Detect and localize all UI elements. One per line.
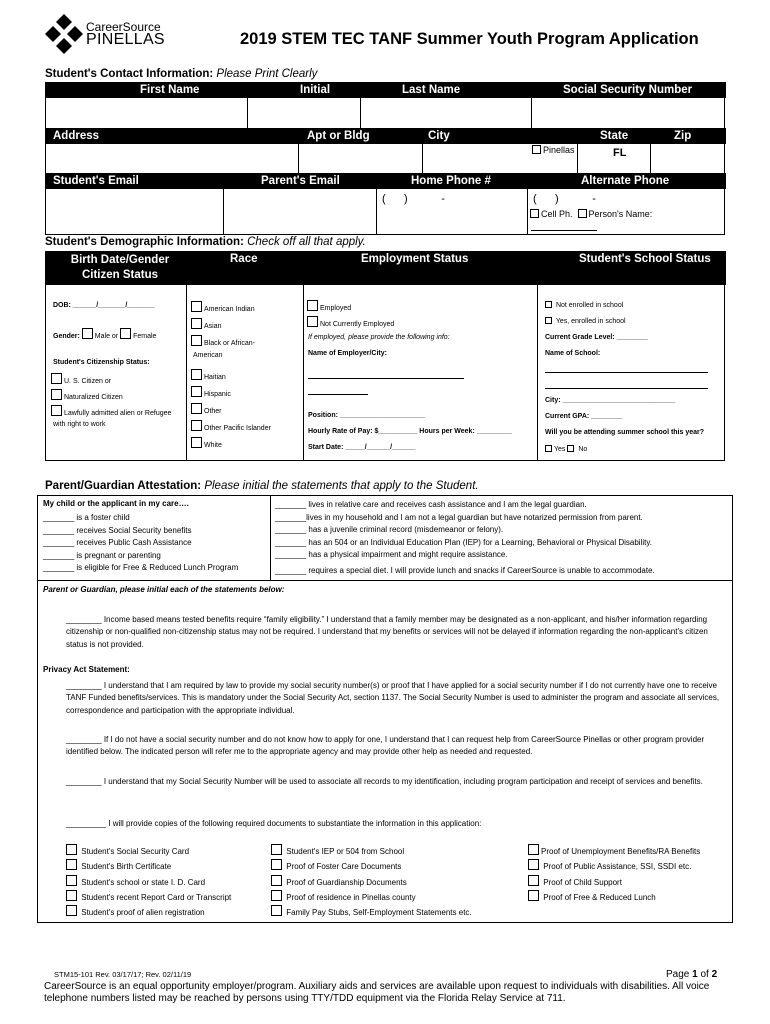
- race-hispanic-checkbox[interactable]: [191, 386, 202, 397]
- alt-phone-label: Alternate Phone: [581, 175, 670, 187]
- summer-no-label: No: [578, 446, 588, 453]
- left-list: [43, 512, 238, 575]
- doc-ss-card-label: Student's Social Security Card: [81, 847, 190, 856]
- contact-heading-label: Student's Contact Information:: [45, 68, 214, 80]
- doc-guardianship[interactable]: [271, 875, 472, 890]
- race-asian-checkbox[interactable]: [191, 318, 202, 329]
- page-num: 1: [692, 969, 698, 980]
- demographic-table: [45, 251, 725, 461]
- address-field[interactable]: [46, 144, 298, 173]
- race-pacific[interactable]: [191, 420, 301, 437]
- citizenship-alien-cont: with right to work: [53, 421, 106, 428]
- demographic-heading: [45, 236, 366, 248]
- state-label: State: [600, 130, 629, 142]
- doc-residence-label: Proof of residence in Pinellas county: [286, 892, 416, 902]
- doc-guardianship-label: Proof of Guardianship Documents: [286, 877, 407, 887]
- last-name-field[interactable]: [361, 98, 531, 128]
- docs-col2: [271, 844, 472, 920]
- race-haitian-checkbox[interactable]: [191, 369, 202, 380]
- doc-paystubs-checkbox[interactable]: [271, 905, 282, 916]
- attestation-heading: [45, 480, 479, 492]
- race-asian[interactable]: [191, 318, 301, 335]
- page-title: 2019 STEM TEC TANF Summer Youth Program Application: [240, 30, 699, 48]
- race-white-label: White: [204, 442, 222, 449]
- attestation-box: [37, 495, 733, 923]
- demographic-heading-note: Check off all that apply.: [247, 236, 366, 248]
- enrolled-option[interactable]: [545, 317, 626, 325]
- page-prefix: Page: [666, 969, 693, 980]
- doc-public-assist-checkbox[interactable]: [528, 859, 539, 870]
- left-item-ssb[interactable]: _______ receives Social Security benefits: [43, 525, 192, 535]
- race-pacific-label: Other Pacific Islander: [204, 425, 271, 432]
- doc-paystubs-label: Family Pay Stubs, Self-Employment Statements etc.: [286, 908, 472, 918]
- docs-paragraph[interactable]: _________ I will provide copies of the following required documents to substantiate the information in this application:: [66, 819, 482, 828]
- race-white[interactable]: [191, 437, 301, 454]
- initial-label: Initial: [300, 84, 331, 96]
- doc-foster-label: Proof of Foster Care Documents: [286, 862, 402, 872]
- doc-alien-reg-checkbox[interactable]: [66, 905, 77, 916]
- pinellas-checkbox[interactable]: [532, 145, 575, 155]
- doc-iep-checkbox[interactable]: [271, 844, 282, 855]
- doc-ss-card[interactable]: [66, 844, 231, 859]
- race-white-checkbox[interactable]: [191, 437, 202, 448]
- doc-paystubs[interactable]: [271, 905, 472, 920]
- citizenship-us-label: U. S. Citizen or: [64, 378, 112, 385]
- student-email-field[interactable]: [46, 189, 223, 235]
- gpa-field[interactable]: Current GPA: ________: [545, 413, 623, 420]
- doc-residence[interactable]: [271, 890, 472, 905]
- doc-id-card-label: Student's school or state I. D. Card: [81, 877, 206, 887]
- citizenship-naturalized-checkbox[interactable]: [51, 389, 62, 400]
- first-name-field[interactable]: [46, 98, 247, 128]
- doc-child-support-checkbox[interactable]: [528, 875, 539, 886]
- doc-ss-card-checkbox[interactable]: [66, 844, 77, 855]
- income-paragraph[interactable]: ________ Income based means tested benefits require “family eligibility.” I understand that a family member may be designated as a non-applicant, and his/her information regarding citizenship or non-qualified non-citizenship status may not be required. I understand that my benefits or services will not be delayed if information regarding the non-applicant's citizen status is not provided.: [66, 615, 708, 649]
- employed-option[interactable]: [307, 300, 351, 312]
- race-black[interactable]: [191, 335, 301, 352]
- zip-field[interactable]: [651, 144, 725, 173]
- summer-yes-checkbox[interactable]: [545, 445, 552, 452]
- zip-label: Zip: [674, 130, 692, 142]
- contact-row2-header: [45, 128, 726, 144]
- doc-id-card-checkbox[interactable]: [66, 875, 77, 886]
- cell-ph-checkbox[interactable]: [530, 209, 539, 218]
- ssn-field[interactable]: [532, 98, 725, 128]
- page-total: 2: [711, 969, 718, 980]
- city-label: City: [428, 130, 450, 142]
- home-phone-label: Home Phone #: [411, 175, 491, 187]
- last-name-label: Last Name: [402, 84, 461, 96]
- doc-id-card[interactable]: [66, 875, 231, 890]
- ssn-label: Social Security Number: [563, 84, 693, 96]
- employ-note: If employed, please provide the following info:: [308, 334, 450, 341]
- contact-row3-header: [45, 173, 726, 189]
- logo-line2: PINELLAS: [86, 31, 165, 48]
- doc-iep[interactable]: [271, 844, 472, 859]
- state-value: FL: [613, 147, 627, 159]
- enrolled-label: Yes, enrolled in school: [555, 318, 626, 325]
- no-ssn-paragraph[interactable]: ________ If I do not have a social security number and do not know how to apply for one, I understand that I can request help from CareerSource Pinellas or other program provider identified below. The indicated person will refer me to the appropriate agency and may provide other help as needed and requested.: [66, 735, 705, 757]
- summer-no-checkbox[interactable]: [567, 445, 574, 452]
- doc-lunch-label: Proof of Free & Reduced Lunch: [543, 892, 656, 902]
- cell-ph-option[interactable]: [530, 209, 652, 219]
- dob-col-title: Birth Date/Gender Citizen Status: [70, 254, 170, 281]
- form-id: STM15-101 Rev. 03/17/17; Rev. 02/11/19: [54, 970, 192, 979]
- contact-table: [45, 82, 725, 235]
- doc-unemployment-checkbox[interactable]: [528, 844, 539, 855]
- parent-email-field[interactable]: [224, 189, 376, 235]
- race-col-title: Race: [230, 253, 258, 265]
- contact-heading: [45, 68, 317, 80]
- start-date-field[interactable]: Start Date: _____/______/______: [308, 444, 416, 451]
- race-hispanic-label: Hispanic: [204, 391, 231, 398]
- apt-field[interactable]: [299, 144, 422, 173]
- not-enrolled-checkbox[interactable]: [545, 301, 552, 308]
- citizenship-us[interactable]: [51, 373, 111, 385]
- alt-phone-field[interactable]: ( ) -: [533, 193, 596, 205]
- contact-heading-note: Please Print Clearly: [216, 68, 318, 80]
- right-item-iep[interactable]: _______ has an 504 or an Individual Education Plan (IEP) for a Learning, Behavioral or Physical Disability.: [275, 537, 652, 547]
- attestation-heading-label: Parent/Guardian Attestation:: [45, 480, 202, 492]
- doc-report-card[interactable]: [66, 890, 231, 905]
- doc-birth-cert[interactable]: [66, 859, 231, 874]
- footer-notice: CareerSource is an equal opportunity employer/program. Auxiliary aids and services are available upon request to individuals with disabilities. All voice telephone numbers listed may be reached by persons using TTY/TDD equipment via the Florida Relay Service at 711.: [44, 981, 710, 1004]
- ssn-use-paragraph[interactable]: ________ I understand that my Social Security Number will be used to associate all records to my identification, including program participation and receipt of services and benefits.: [66, 777, 703, 786]
- doc-public-assist[interactable]: [528, 859, 700, 874]
- gender-label: Gender:: [53, 333, 80, 340]
- address-label: Address: [53, 130, 100, 142]
- left-item-cash[interactable]: _______ receives Public Cash Assistance: [43, 538, 192, 548]
- right-item-impairment[interactable]: _______ has a physical impairment and might require assistance.: [275, 550, 508, 560]
- apt-label: Apt or Bldg: [307, 130, 370, 142]
- right-list: [275, 499, 655, 578]
- employer-label: Name of Employer/City:: [308, 350, 387, 357]
- right-item-criminal[interactable]: _______ has a juvenile criminal record (misdemeanor or felony).: [275, 525, 504, 535]
- doc-child-support[interactable]: [528, 875, 700, 890]
- attestation-heading-note: Please initial the statements that apply to the Student.: [204, 480, 479, 492]
- citizenship-naturalized[interactable]: [51, 389, 123, 401]
- left-item-lunch[interactable]: _______ is eligible for Free & Reduced Lunch Program: [43, 563, 239, 573]
- race-black-checkbox[interactable]: [191, 335, 202, 346]
- race-other[interactable]: [191, 403, 301, 420]
- grade-field[interactable]: Current Grade Level: ________: [545, 334, 648, 341]
- male-label: Male or: [94, 333, 119, 340]
- race-american-indian-checkbox[interactable]: [191, 301, 202, 312]
- summer-yes-label: Yes: [554, 446, 566, 453]
- enrolled-checkbox[interactable]: [545, 317, 552, 324]
- school-col-title: Student's School Status: [579, 253, 711, 265]
- initial-field[interactable]: [248, 98, 360, 128]
- cell-ph-label: Cell Ph.: [541, 209, 573, 219]
- doc-child-support-label: Proof of Child Support: [543, 877, 622, 887]
- persons-name-label: Person's Name:: [588, 209, 653, 219]
- initial-each-label: Parent or Guardian, please initial each of the statements below:: [43, 585, 285, 594]
- citizenship-alien-checkbox[interactable]: [51, 405, 62, 416]
- doc-lunch[interactable]: [528, 890, 700, 905]
- doc-residence-checkbox[interactable]: [271, 890, 282, 901]
- race-american-indian[interactable]: [191, 301, 301, 318]
- doc-report-card-checkbox[interactable]: [66, 890, 77, 901]
- citizenship-label: Student's Citizenship Status:: [53, 359, 150, 366]
- citizenship-alien-label: Lawfully admitted alien or Refugee: [64, 410, 172, 417]
- summer-question: Will you be attending summer school this year?: [545, 429, 705, 436]
- employment-col-title: Employment Status: [361, 253, 469, 265]
- doc-public-assist-label: Proof of Public Assistance, SSI, SSDI etc.: [543, 862, 692, 872]
- demographic-header: [45, 251, 726, 285]
- school-city-field[interactable]: City: _____________________________: [545, 397, 676, 404]
- right-item-relative[interactable]: _______ lives in relative care and receives cash assistance and I am the legal guardian.: [275, 500, 587, 509]
- not-employed-checkbox[interactable]: [307, 316, 318, 327]
- parent-email-label: Parent's Email: [261, 175, 340, 187]
- not-enrolled-option[interactable]: [545, 301, 623, 309]
- citizenship-us-checkbox[interactable]: [51, 373, 62, 384]
- logo-line1: CareerSource: [86, 20, 161, 34]
- hourly-field[interactable]: Hourly Rate of Pay: $__________ Hours per Week: _________: [308, 428, 512, 435]
- doc-birth-cert-checkbox[interactable]: [66, 859, 77, 870]
- race-black-cont: American: [193, 352, 223, 359]
- not-employed-option[interactable]: [307, 316, 394, 328]
- logo: [44, 13, 164, 57]
- page-of: of: [697, 969, 712, 980]
- privacy-title: Privacy Act Statement:: [43, 665, 130, 674]
- race-black-label: Black or African-: [204, 340, 255, 347]
- citizenship-alien[interactable]: [51, 405, 171, 417]
- school-name-label: Name of School:: [545, 350, 601, 357]
- race-hispanic[interactable]: [191, 386, 301, 403]
- dob-field[interactable]: DOB: ______/_______/_______: [53, 302, 155, 309]
- not-enrolled-label: Not enrolled in school: [555, 302, 624, 309]
- female-checkbox[interactable]: [120, 328, 131, 339]
- employed-checkbox[interactable]: [307, 300, 318, 311]
- left-item-foster[interactable]: _______ is a foster child: [43, 513, 130, 522]
- doc-foster-checkbox[interactable]: [271, 859, 282, 870]
- doc-unemployment[interactable]: [528, 844, 700, 859]
- docs-col1: [66, 844, 231, 920]
- persons-name-checkbox[interactable]: [578, 209, 587, 218]
- summer-answer: [545, 445, 587, 453]
- race-haitian[interactable]: [191, 369, 301, 386]
- race-pacific-checkbox[interactable]: [191, 420, 202, 431]
- race-other-label: Other: [204, 408, 222, 415]
- female-label: Female: [133, 333, 157, 340]
- doc-foster[interactable]: [271, 859, 472, 874]
- docs-col3: [528, 844, 700, 905]
- city-field[interactable]: [423, 144, 531, 173]
- pinellas-label: Pinellas: [543, 145, 575, 155]
- doc-unemployment-label: Proof of Unemployment Benefits/RA Benefits: [541, 847, 701, 856]
- position-field[interactable]: Position: ______________________: [308, 412, 426, 419]
- race-other-checkbox[interactable]: [191, 403, 202, 414]
- left-item-pregnant[interactable]: _______ is pregnant or parenting: [43, 550, 161, 560]
- right-item-household[interactable]: _______lives in my household and I am not a legal guardian but have notarized permission from parent.: [275, 512, 643, 522]
- race-american-indian-label: American Indian: [204, 306, 255, 313]
- gender-row: [53, 328, 156, 340]
- student-email-label: Student's Email: [53, 175, 139, 187]
- doc-birth-cert-label: Student's Birth Certificate: [81, 862, 172, 872]
- race-haitian-label: Haitian: [204, 374, 226, 381]
- pinellas-checkbox-box[interactable]: [532, 145, 541, 154]
- employed-label: Employed: [320, 305, 352, 312]
- first-name-label: First Name: [140, 84, 200, 96]
- doc-alien-reg[interactable]: [66, 905, 231, 920]
- race-asian-label: Asian: [204, 323, 222, 330]
- male-checkbox[interactable]: [82, 328, 93, 339]
- right-item-diet[interactable]: _______ requires a special diet. I will provide lunch and snacks if CareerSource is unable to accommodate.: [275, 565, 655, 575]
- page-number: [666, 969, 717, 980]
- doc-report-card-label: Student's recent Report Card or Transcript: [81, 892, 232, 902]
- citizenship-naturalized-label: Naturalized Citizen: [64, 394, 123, 401]
- not-employed-label: Not Currently Employed: [320, 321, 395, 328]
- race-list: [191, 301, 301, 454]
- home-phone-field[interactable]: ( ) -: [382, 193, 445, 205]
- logo-diamonds-icon: [44, 13, 84, 57]
- contact-row1-header: [45, 82, 726, 98]
- doc-alien-reg-label: Student's proof of alien registration: [81, 908, 205, 918]
- demographic-heading-label: Student's Demographic Information:: [45, 236, 244, 248]
- left-title: My child or the applicant in my care….: [43, 499, 189, 508]
- privacy-paragraph[interactable]: ________ I understand that I am required by law to provide my social security number(s) or proof that I have applied for a social security number if I do not currently have one to receive TANF Funded benefits/services. This is mandatory under the Social Security Act, section 1137. The Social Security Number is used to administer the program and associate all services, correspondence and participation with the appropriate individual.: [66, 681, 720, 715]
- doc-lunch-checkbox[interactable]: [528, 890, 539, 901]
- doc-guardianship-checkbox[interactable]: [271, 875, 282, 886]
- doc-iep-label: Student's IEP or 504 from School: [286, 847, 405, 856]
